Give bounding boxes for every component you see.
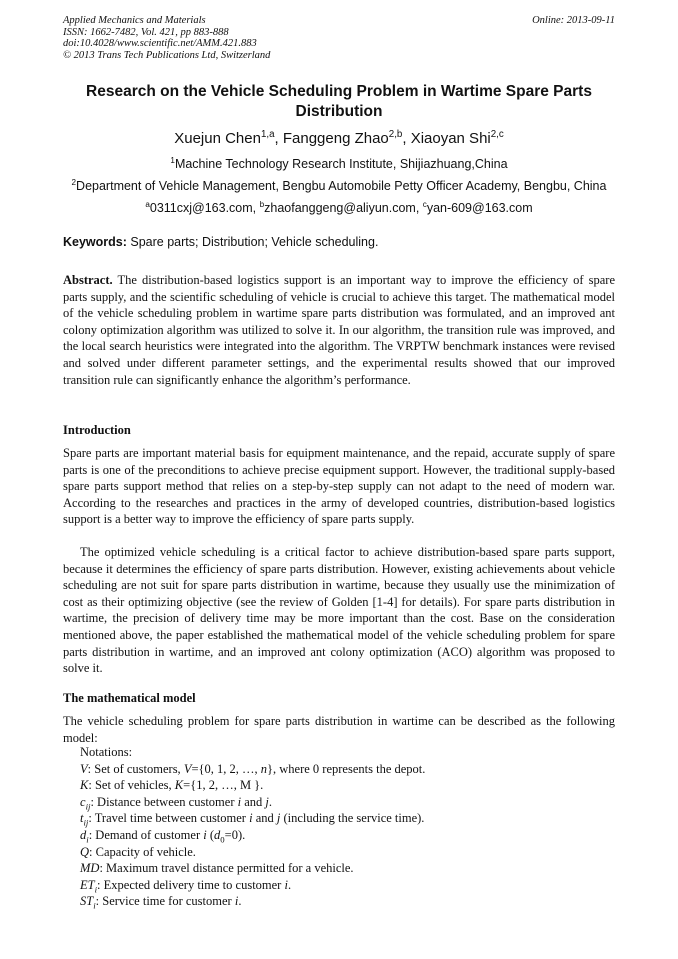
notation-text: : Service time for customer [95, 894, 235, 909]
math-symbol: K [174, 778, 184, 793]
math-symbol: j [276, 811, 281, 826]
math-symbol: ST [80, 894, 94, 909]
math-subscript: ij [83, 817, 89, 828]
math-symbol: n [260, 761, 268, 776]
notation-list [80, 744, 615, 910]
author-superscript: 2,c [490, 129, 504, 140]
math-symbol: i [237, 794, 242, 809]
notation-text: . [268, 794, 273, 809]
notation-item [80, 844, 615, 861]
math-symbol: i [249, 811, 253, 826]
math-symbol: i [234, 894, 239, 909]
intro-paragraph-2: The optimized vehicle scheduling is a critical factor to achieve distribution-based spare parts support, because it determines the efficiency of spare parts distribution. However, existing achievements about vehicle scheduling are not suit for spare parts distribution in wartime, because they usually use the minimization of cost as their optimizing objective (see the review of Golden [1-4] for details). For spare parts distribution in wartime, the precision of delivery time may be more important than the cost. Base on the consideration mentioned above, the paper established the mathematical model of the vehicle scheduling problem for spare parts distribution in wartime, and an improved ant colony optimization (ACO) algorithm was proposed to solve it. [63, 545, 615, 676]
journal-name: Applied Mechanics and Materials [63, 15, 206, 26]
affiliation-marker: 2 [71, 177, 77, 187]
author-superscript: 1,a [260, 129, 275, 140]
abstract-label: Abstract. [63, 273, 113, 287]
keywords-text: Spare parts; Distribution; Vehicle scheduling. [126, 235, 379, 249]
notation-text: and [252, 811, 277, 826]
notation-text: : Capacity of vehicle. [89, 844, 196, 859]
notation-item [80, 877, 615, 894]
section-heading-model: The mathematical model [63, 691, 196, 705]
author-separator: , [402, 130, 411, 147]
notation-item [80, 777, 615, 794]
affiliation-text: Department of Vehicle Management, Bengbu Automobile Petty Officer Academy, Bengbu, China [76, 179, 607, 193]
online-date: Online: 2013-09-11 [532, 15, 615, 26]
keywords [63, 235, 615, 250]
author-list [63, 130, 615, 148]
issn-line: ISSN: 1662-7482, Vol. 421, pp 883-888 [63, 26, 229, 38]
math-symbol: i [284, 877, 288, 892]
notation-item [80, 893, 615, 910]
math-symbol: j [265, 794, 269, 809]
notation-text: : Distance between customer [90, 794, 238, 809]
notation-item [80, 761, 615, 778]
affiliation-text: Machine Technology Research Institute, Shijiazhuang,China [174, 157, 508, 171]
notation-text: ( [206, 827, 215, 842]
author-name: Xiaoyan Shi [410, 130, 491, 147]
notation-item [80, 810, 615, 827]
notation-text: : Maximum travel distance permitted for a vehicle. [99, 861, 354, 876]
math-symbol: t [80, 811, 84, 826]
email-marker: c [422, 199, 427, 209]
section-heading-introduction: Introduction [63, 423, 131, 437]
math-subscript: ij [85, 801, 91, 812]
notation-text: and [241, 794, 266, 809]
email-marker: a [145, 199, 150, 209]
notation-text: : Set of vehicles, [88, 778, 175, 793]
math-symbol: i [203, 827, 207, 842]
notation-text: : Travel time between customer [88, 811, 250, 826]
notation-item [80, 860, 615, 877]
notation-text: }, where 0 represents the depot. [267, 761, 426, 776]
author-superscript: 2,b [388, 129, 403, 140]
author-name: Xuejun Chen [174, 130, 261, 147]
copyright-line: © 2013 Trans Tech Publications Ltd, Switzerland [63, 49, 271, 61]
abstract-text: The distribution-based logistics support is an important way to improve the efficiency of spare parts supply, and the scientific scheduling of vehicle is crucial to achieve this target. The mathematical model of the vehicle scheduling problem in wartime spare parts distribution was formulated, and an improved ant colony optimization algorithm was utilized to solve it. In our algorithm, the transition rule was improved, and the local search heuristics were integrated into the algorithm. The VRPTW benchmark instances were revised and solved under different parameter settings, and the experimental results showed that our improved transition rule can significantly enhance the algorithm’s performance. [63, 273, 615, 387]
math-subscript: i [93, 900, 96, 911]
notation-text: . [287, 877, 292, 892]
notation-item [80, 827, 615, 844]
affiliation-2 [63, 179, 615, 194]
notation-text: : Expected delivery time to customer [97, 877, 285, 892]
doi-line: doi:10.4028/www.scientific.net/AMM.421.883 [63, 38, 257, 49]
math-symbol: d [80, 827, 87, 842]
keywords-label: Keywords: [63, 235, 127, 249]
math-subscript: i [94, 884, 98, 895]
math-symbol: Q [80, 844, 90, 859]
notation-text: (including the service time). [280, 811, 425, 826]
math-symbol: MD [80, 861, 100, 876]
email-marker: b [259, 199, 265, 209]
paper-title: Research on the Vehicle Scheduling Problem in Wartime Spare Parts Distribution [86, 83, 592, 120]
author-separator: , [274, 130, 283, 147]
email-address: 0311cxj@163.com, [149, 201, 260, 215]
email-address: yan-609@163.com [426, 201, 533, 215]
abstract [63, 272, 615, 388]
notation-text: : Demand of customer [88, 827, 204, 842]
math-subscript: i [86, 834, 89, 845]
math-symbol: c [80, 794, 86, 809]
math-symbol: V [183, 761, 192, 776]
notation-text: ={1, 2, …, M }. [183, 778, 264, 793]
affiliation-1 [63, 157, 615, 172]
notation-text: : Set of customers, [87, 761, 184, 776]
notation-item [80, 794, 615, 811]
model-paragraph-1: The vehicle scheduling problem for spare parts distribution in wartime can be described as the following model: [63, 714, 615, 745]
notations-label: Notations: [80, 745, 133, 759]
intro-paragraph-1: Spare parts are important material basis for equipment maintenance, and the repaid, accurate supply of spare parts is one of the preconditions to achieve precise equipment support. However, the traditional supply-based spare parts support method that relies on a step-by-step supply can not adapt to the need of modern war. According to the researches and practices in the army of developed countries, distribution-based logistics support is a better way to improve the efficiency of spare parts supply. [63, 446, 615, 527]
notation-text: . [238, 894, 242, 909]
journal-header [63, 15, 615, 61]
math-symbol: d [214, 827, 221, 842]
email-address: zhaofanggeng@aliyun.com, [264, 201, 423, 215]
author-name: Fanggeng Zhao [282, 130, 389, 147]
notation-text: ={0, 1, 2, …, [191, 761, 261, 776]
math-symbol: V [80, 761, 88, 776]
math-symbol: K [80, 778, 89, 793]
notation-text: =0). [224, 827, 246, 842]
author-emails [63, 201, 615, 216]
affiliation-marker: 1 [170, 155, 175, 165]
math-subscript: 0 [220, 834, 225, 845]
math-symbol: ET [80, 877, 95, 892]
